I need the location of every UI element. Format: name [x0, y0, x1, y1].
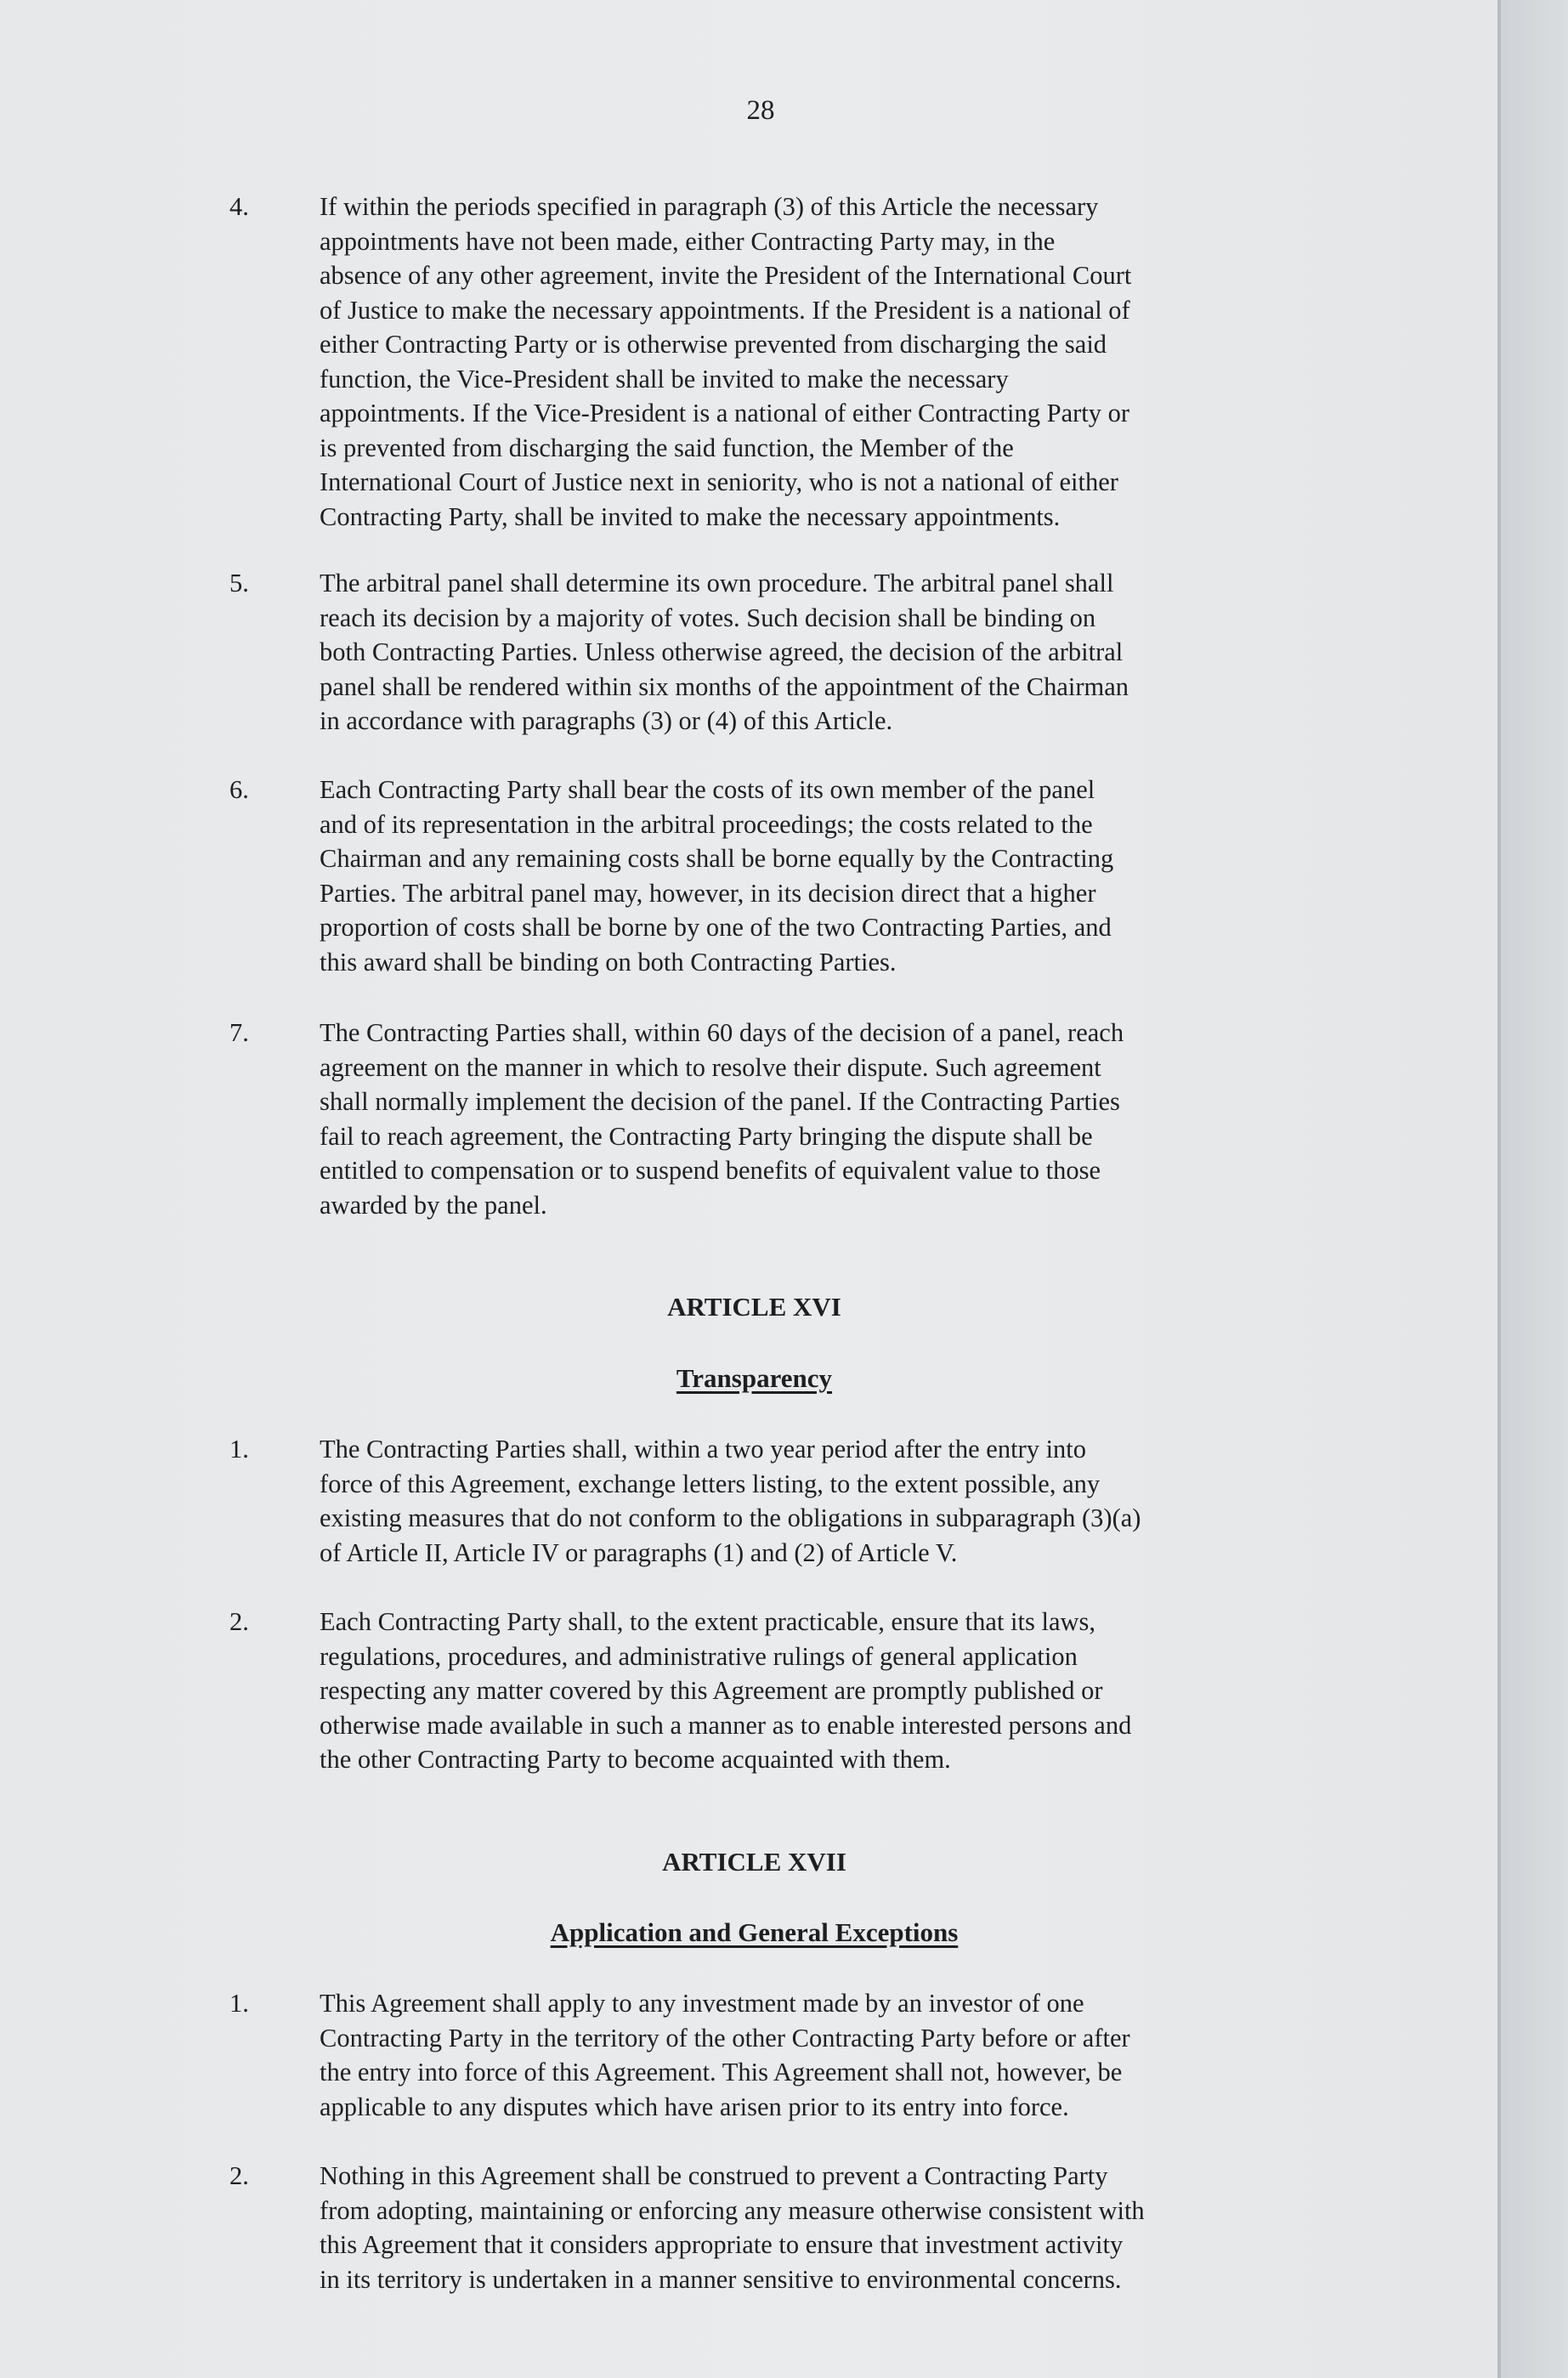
paragraph-xvi-2 — [229, 1605, 1326, 1777]
paragraph-text: The Contracting Parties shall, within 60 days of the decision of a panel, reach agreement on the manner in which to resolve their dispute. Such agreement shall normally implement the decision of the panel. If the Contracting Parties fail to reach agreement, the Contracting Party bringing the dispute shall be entitled to compensation or to suspend benefits of equivalent value to those awarded by the panel. — [320, 1018, 1124, 1220]
paragraph-xvii-1 — [229, 1986, 1326, 2124]
paragraph-text: The Contracting Parties shall, within a two year period after the entry into force of this Agreement, exchange letters listing, to the extent possible, any existing measures that do not conform to the obligations in subparagraph (3)(a) of Article II, Article IV or paragraphs (1) and (2) of Article V. — [320, 1435, 1141, 1567]
paragraph-text: Each Contracting Party shall bear the costs of its own member of the panel and of its representation in the arbitral proceedings; the costs related to the Chairman and any remaining costs shall be borne equally by the Contracting Parties. The arbitral panel may, however, in its decision direct that a higher proportion of costs shall be borne by one of the two Contracting Parties, and this award shall be binding on both Contracting Parties. — [320, 775, 1114, 977]
paragraph-number: 6. — [229, 775, 249, 804]
paragraph-number: 5. — [229, 569, 249, 597]
article-xvii-subheading — [0, 1917, 1509, 1948]
article-xvi-title: Transparency — [676, 1363, 833, 1393]
underlying-page — [1501, 0, 1568, 2378]
paragraph-xv-7 — [229, 1016, 1326, 1222]
paragraph-xv-5 — [229, 566, 1326, 739]
article-xvii-title: Application and General Exceptions — [550, 1917, 959, 1947]
article-xvi-heading: ARTICLE XVI — [667, 1292, 841, 1322]
paragraph-text: Nothing in this Agreement shall be construed to prevent a Contracting Party from adopting, maintaining or enforcing any measure otherwise consistent with this Agreement that it considers appropriate to ensure that investment activity in its territory is undertaken in a manner sensitive to environmental concerns. — [320, 2161, 1145, 2294]
paragraph-number: 1. — [229, 1435, 249, 1464]
paragraph-text: This Agreement shall apply to any investment made by an investor of one Contracting Party in the territory of the other Contracting Party before or after the entry into force of this Agreement. This Agreement shall not, however, be applicable to any disputes which have arisen prior to its entry into force. — [320, 1989, 1130, 2121]
paragraph-text: The arbitral panel shall determine its own procedure. The arbitral panel shall reach its decision by a majority of votes. Such decision shall be binding on both Contracting Parties. Unless otherwise agreed, the decision of the arbitral panel shall be rendered within six months of the appointment of the Chairman in accordance with paragraphs (3) or (4) of this Article. — [320, 569, 1129, 735]
paragraph-xv-4 — [229, 190, 1326, 534]
article-xvii-heading: ARTICLE XVII — [662, 1847, 846, 1877]
paragraph-xv-6 — [229, 773, 1326, 979]
paragraph-text: Each Contracting Party shall, to the extent practicable, ensure that its laws, regulations, procedures, and administrative rulings of general application respecting any matter covered by this Agreement are promptly published or otherwise made available in such a manner as to enable interested persons and the other Contracting Party to become acquainted with them. — [320, 1607, 1132, 1774]
paragraph-number: 7. — [229, 1018, 249, 1047]
paragraph-number: 4. — [229, 192, 249, 221]
paragraph-xvi-1 — [229, 1432, 1326, 1570]
paragraph-number: 2. — [229, 1607, 249, 1636]
paragraph-number: 1. — [229, 1989, 249, 2018]
article-xvi-subheading — [0, 1363, 1509, 1394]
paragraph-xvii-2 — [229, 2159, 1326, 2296]
paragraph-number: 2. — [229, 2161, 249, 2190]
paragraph-text: If within the periods specified in paragraph (3) of this Article the necessary appointments have not been made, either Contracting Party may, in the absence of any other agreement, invite the President of the International Court of Justice to make the necessary appointments. If the President is a national of either Contracting Party or is otherwise prevented from discharging the said function, the Vice-President shall be invited to make the necessary appointments. If the Vice-President is a national of either Contracting Party or is prevented from discharging the said function, the Member of the International Court of Justice next in seniority, who is not a national of either Contracting Party, shall be invited to make the necessary appointments. — [320, 192, 1132, 531]
page-number: 28 — [746, 95, 775, 126]
